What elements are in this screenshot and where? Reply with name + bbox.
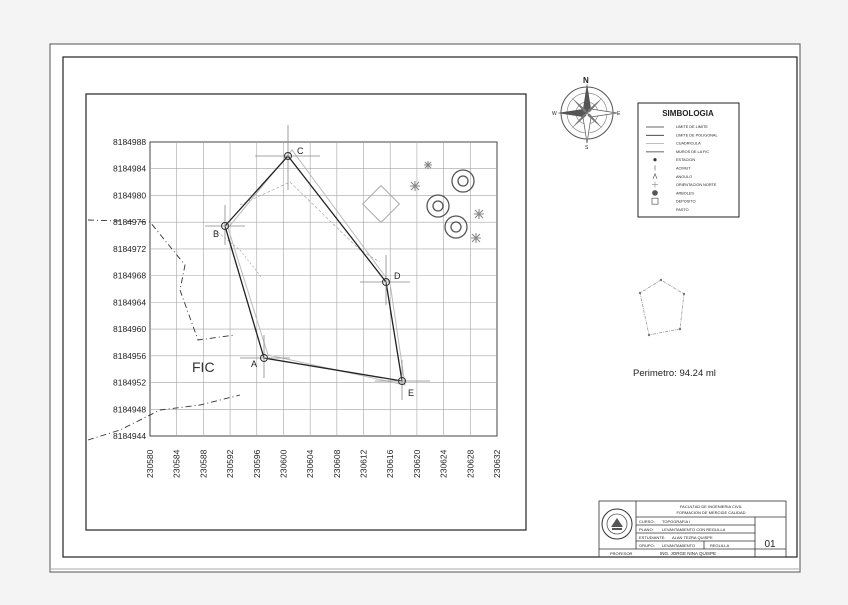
x-tick-label: 230592 [225,449,236,478]
y-tick-label: 8184984 [113,163,147,174]
legend-item-label: CUADRICULA [676,141,701,146]
profesor-value: ING. JORGE NINA QUISPE [660,551,717,556]
x-tick-label: 230632 [492,449,502,478]
x-tick-label: 230596 [251,449,262,478]
x-tick-label: 230612 [358,449,369,478]
y-tick-label: 8184976 [113,217,147,228]
vertex-label-d: D [394,271,401,281]
x-tick-label: 230588 [198,449,209,478]
area-label-fic: FIC [192,359,215,375]
y-tick-label: 8184948 [113,404,147,415]
y-tick-label: 8184988 [113,137,147,147]
faculty-line1: FACULTAD DE INGENIERIA CIVIL [679,504,743,509]
legend-item-label: ARBOLES [676,191,694,196]
university-seal-icon [602,509,632,539]
plano-value: LEVANTAMIENTO CON REGLILLA [662,527,726,532]
compass-s: S [585,145,589,151]
vertex-label-b: B [213,229,220,239]
compass-n: N [583,76,589,85]
curso-label: CURSO: [639,519,655,524]
escala-label: REGLILLA [710,543,730,548]
faculty-line2: FORMACION DE MERCIDE CALIDAD [676,510,746,515]
compass-w: W [552,111,557,117]
y-tick-label: 8184944 [113,431,147,441]
legend-item-label: MUROS DE LA FIC [676,149,710,154]
legend-title: SIMBOLOGIA [662,109,714,118]
y-tick-label: 8184956 [113,350,147,361]
y-tick-label: 8184968 [113,270,147,281]
y-tick-label: 8184964 [113,297,147,308]
grupo-label: GRUPO: [639,543,655,548]
legend-item-label: ORIENTACION NORTE [676,183,717,188]
legend-item-label: LIMITE DE LIMITE [676,125,708,129]
legend-item-label: ACIMUT [676,166,691,171]
x-tick-label: 230620 [411,449,422,478]
x-tick-label: 230616 [385,449,396,478]
x-tick-label: 230628 [465,449,476,478]
sheet-number: 01 [764,539,776,550]
x-tick-label: 230624 [438,449,449,478]
grupo-value: LEVANTAMIENTO [662,543,696,548]
y-tick-label: 8184980 [113,190,147,201]
legend-item [676,208,689,212]
compass-e: E [617,111,621,117]
y-tick-label: 8184960 [113,324,147,335]
legend-item-label: LIMITE DE POLIGONAL [676,133,718,138]
legend-item-label: ESTACION [676,158,696,163]
perimeter-label: Perimetro: 94.24 ml [633,368,716,379]
profesor-label: PROFESOR [610,551,633,556]
legend-item-label: PASTO [676,208,689,212]
x-tick-label: 230600 [278,449,289,478]
vertex-label-a: A [251,359,258,369]
vertex-label-c: C [297,146,304,156]
x-tick-label: 230584 [171,449,182,478]
x-tick-label: 230580 [145,449,155,478]
curso-value: TOPOGRAFIA I [662,519,691,524]
legend-item-label: DEPOSITO [676,199,696,204]
plano-label: PLANO: [639,527,654,532]
legend-item-label: ANGULO [676,174,693,179]
y-tick-label: 8184952 [113,377,147,388]
vertex-label-e: E [408,388,415,398]
x-tick-label: 230608 [331,449,342,478]
estudiante-label: ESTUDIANTE: [639,535,666,540]
y-tick-label: 8184972 [113,243,147,254]
x-tick-label: 230604 [305,449,316,478]
estudiante-value: ALAN TEZRA QUISPE [672,535,713,540]
